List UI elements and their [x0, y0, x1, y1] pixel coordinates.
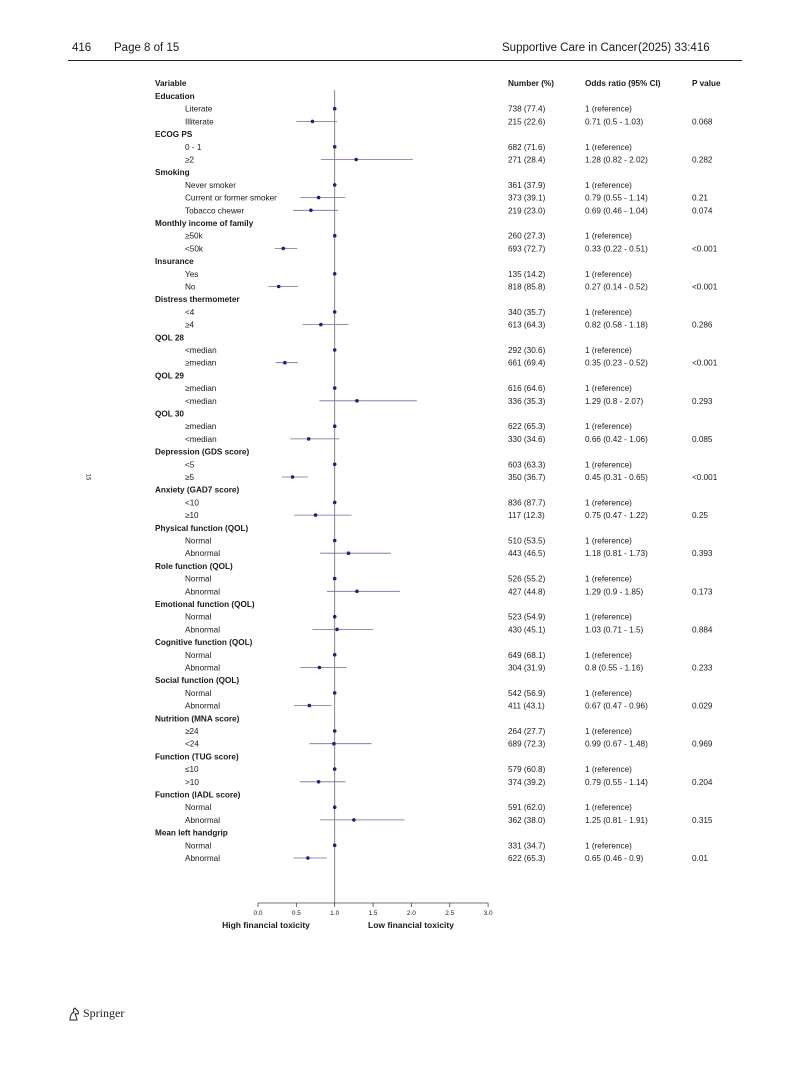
- or-point: [333, 145, 337, 149]
- row-odds-ratio: 1.18 (0.81 - 1.73): [585, 549, 648, 559]
- row-odds-ratio: 1 (reference): [585, 346, 632, 355]
- group-label: QOL 30: [155, 409, 184, 419]
- row-label: ≥4: [185, 320, 195, 330]
- row-label: ≥median: [185, 358, 217, 368]
- row-p-value: <0.001: [692, 358, 718, 368]
- row-odds-ratio: 1.25 (0.81 - 1.91): [585, 815, 648, 825]
- row-label: <median: [185, 346, 217, 355]
- row-number-percent: 260 (27.3): [508, 231, 546, 241]
- row-p-value: <0.001: [692, 473, 718, 482]
- group-label: ECOG PS: [155, 130, 193, 140]
- row-label: Abnormal: [185, 663, 221, 673]
- row-label: ≥10: [185, 511, 199, 521]
- row-number-percent: 350 (36.7): [508, 473, 546, 482]
- row-number-percent: 443 (46.5): [508, 549, 546, 559]
- or-point: [311, 120, 315, 124]
- row-label: ≥2: [185, 155, 195, 165]
- row-number-percent: 591 (62.0): [508, 803, 546, 813]
- row-p-value: 0.204: [692, 777, 713, 787]
- group-label: Cognitive function (QOL): [155, 638, 253, 648]
- row-label: ≥50k: [185, 231, 203, 241]
- or-point: [291, 475, 295, 479]
- row-odds-ratio: 0.66 (0.42 - 1.06): [585, 434, 648, 444]
- x-tick-label: 1.0: [330, 910, 340, 917]
- row-p-value: 0.068: [692, 117, 713, 127]
- group-label: Nutrition (MNA score): [155, 714, 240, 724]
- row-odds-ratio: 1 (reference): [585, 422, 632, 432]
- row-odds-ratio: 1.29 (0.9 - 1.85): [585, 587, 644, 597]
- row-odds-ratio: 0.27 (0.14 - 0.52): [585, 282, 648, 292]
- group-label: Anxiety (GAD7 score): [155, 485, 240, 495]
- row-odds-ratio: 0.45 (0.31 - 0.65): [585, 473, 648, 482]
- direction-label-right: Low financial toxicity: [368, 920, 454, 930]
- row-number-percent: 603 (63.3): [508, 460, 546, 470]
- or-point: [333, 691, 337, 695]
- row-number-percent: 542 (56.9): [508, 688, 546, 698]
- row-label: Illiterate: [185, 117, 214, 127]
- row-label: Tobacco chewer: [185, 206, 245, 216]
- row-number-percent: 689 (72.3): [508, 739, 546, 749]
- row-label: <50k: [185, 244, 203, 254]
- or-point: [333, 386, 337, 390]
- running-header-journal: Supportive Care in Cancer: [502, 42, 638, 54]
- row-number-percent: 510 (53.5): [508, 536, 546, 546]
- row-odds-ratio: 0.79 (0.55 - 1.14): [585, 193, 648, 203]
- row-odds-ratio: 1 (reference): [585, 650, 632, 660]
- row-odds-ratio: 0.71 (0.5 - 1.03): [585, 117, 644, 127]
- or-point: [277, 285, 281, 289]
- or-point: [333, 729, 337, 733]
- row-odds-ratio: 1 (reference): [585, 841, 632, 851]
- row-number-percent: 304 (31.9): [508, 663, 546, 673]
- row-number-percent: 427 (44.8): [508, 587, 546, 597]
- x-tick-label: 2.5: [445, 910, 455, 917]
- row-label: ≥5: [185, 473, 195, 482]
- row-number-percent: 649 (68.1): [508, 650, 546, 660]
- row-odds-ratio: 1.29 (0.8 - 2.07): [585, 396, 644, 406]
- row-odds-ratio: 1 (reference): [585, 498, 632, 508]
- row-number-percent: 661 (69.4): [508, 358, 546, 368]
- or-point: [355, 590, 359, 594]
- row-label: ≥median: [185, 384, 217, 394]
- row-label: Normal: [185, 612, 212, 622]
- row-odds-ratio: 1 (reference): [585, 765, 632, 775]
- row-number-percent: 622 (65.3): [508, 422, 546, 432]
- group-label: Insurance: [155, 257, 194, 267]
- or-point: [354, 158, 358, 162]
- row-p-value: 0.293: [692, 396, 713, 406]
- or-point: [333, 107, 337, 111]
- group-label: QOL 28: [155, 333, 184, 343]
- row-label: No: [185, 282, 196, 292]
- row-odds-ratio: 0.67 (0.47 - 0.96): [585, 701, 648, 711]
- row-odds-ratio: 1 (reference): [585, 574, 632, 584]
- row-odds-ratio: 1 (reference): [585, 307, 632, 317]
- row-p-value: 0.21: [692, 193, 708, 203]
- row-odds-ratio: 1 (reference): [585, 231, 632, 241]
- row-label: Normal: [185, 841, 212, 851]
- x-tick-label: 0.0: [253, 910, 263, 917]
- row-odds-ratio: 1 (reference): [585, 688, 632, 698]
- row-odds-ratio: 1 (reference): [585, 104, 632, 114]
- row-label: >10: [185, 777, 199, 787]
- row-odds-ratio: 1 (reference): [585, 269, 632, 279]
- row-label: Abnormal: [185, 701, 221, 711]
- row-odds-ratio: 1 (reference): [585, 142, 632, 152]
- row-odds-ratio: 0.35 (0.23 - 0.52): [585, 358, 648, 368]
- or-point: [333, 501, 337, 505]
- or-point: [333, 653, 337, 657]
- or-point: [333, 424, 337, 428]
- row-label: <10: [185, 498, 199, 508]
- group-label: Mean left handgrip: [155, 828, 228, 838]
- or-point: [333, 310, 337, 314]
- row-label: Never smoker: [185, 180, 236, 190]
- or-point: [333, 183, 337, 187]
- row-label: <5: [185, 460, 195, 470]
- or-point: [309, 209, 313, 213]
- or-point: [333, 577, 337, 581]
- x-tick-label: 2.0: [406, 910, 416, 917]
- or-point: [333, 805, 337, 809]
- or-point: [333, 463, 337, 467]
- row-odds-ratio: 1 (reference): [585, 536, 632, 546]
- row-p-value: 0.01: [692, 854, 708, 863]
- row-number-percent: 693 (72.7): [508, 244, 546, 254]
- running-header-page-number: 416: [72, 42, 92, 54]
- row-number-percent: 330 (34.6): [508, 434, 546, 444]
- or-point: [333, 272, 337, 276]
- row-number-percent: 264 (27.7): [508, 727, 546, 736]
- row-odds-ratio: 0.79 (0.55 - 1.14): [585, 777, 648, 787]
- row-number-percent: 135 (14.2): [508, 269, 546, 279]
- row-label: Yes: [185, 269, 199, 279]
- row-odds-ratio: 0.82 (0.58 - 1.18): [585, 320, 648, 330]
- publisher-name: Springer: [83, 1006, 125, 1020]
- or-point: [335, 628, 339, 632]
- row-label: Normal: [185, 536, 212, 546]
- row-label: Abnormal: [185, 854, 221, 863]
- row-number-percent: 613 (64.3): [508, 320, 546, 330]
- row-number-percent: 523 (54.9): [508, 612, 546, 622]
- row-odds-ratio: 1 (reference): [585, 384, 632, 394]
- column-header-odds-ratio: Odds ratio (95% CI): [585, 79, 661, 88]
- footer-publisher: [68, 1006, 124, 1021]
- or-point: [314, 513, 318, 517]
- row-odds-ratio: 0.69 (0.46 - 1.04): [585, 206, 648, 216]
- or-point: [282, 247, 286, 251]
- row-number-percent: 361 (37.9): [508, 180, 546, 190]
- row-p-value: 0.393: [692, 549, 713, 559]
- row-odds-ratio: 0.75 (0.47 - 1.22): [585, 511, 648, 521]
- row-number-percent: 374 (39.2): [508, 777, 546, 787]
- row-p-value: 0.233: [692, 663, 713, 673]
- or-point: [332, 742, 336, 746]
- row-p-value: 0.969: [692, 739, 713, 749]
- row-number-percent: 373 (39.1): [508, 193, 546, 203]
- row-p-value: 0.029: [692, 701, 713, 711]
- group-label: Function (IADL score): [155, 790, 241, 800]
- row-number-percent: 836 (87.7): [508, 498, 546, 508]
- row-odds-ratio: 1 (reference): [585, 727, 632, 736]
- or-point: [306, 856, 310, 860]
- row-p-value: 0.286: [692, 320, 713, 330]
- group-label: Role function (QOL): [155, 561, 233, 571]
- column-header-number: Number (%): [508, 79, 554, 88]
- group-label: Smoking: [155, 168, 190, 178]
- row-number-percent: 411 (43.1): [508, 701, 545, 711]
- or-point: [333, 348, 337, 352]
- or-point: [333, 615, 337, 619]
- or-point: [308, 704, 312, 708]
- row-p-value: 0.282: [692, 155, 713, 165]
- row-p-value: 0.074: [692, 206, 713, 216]
- row-p-value: 0.25: [692, 511, 708, 521]
- row-number-percent: 331 (34.7): [508, 841, 546, 851]
- column-header-variable: Variable: [155, 79, 187, 88]
- row-p-value: 0.085: [692, 434, 713, 444]
- row-label: ≥24: [185, 727, 199, 736]
- row-label: Current or former smoker: [185, 193, 277, 203]
- group-label: Depression (GDS score): [155, 447, 250, 457]
- row-number-percent: 271 (28.4): [508, 155, 546, 165]
- x-tick-label: 0.5: [291, 910, 301, 917]
- row-number-percent: 738 (77.4): [508, 104, 546, 114]
- row-number-percent: 336 (35.3): [508, 396, 546, 406]
- row-number-percent: 430 (45.1): [508, 625, 546, 635]
- row-label: <4: [185, 307, 195, 317]
- row-odds-ratio: 1 (reference): [585, 612, 632, 622]
- running-header-page-of: Page 8 of 15: [114, 42, 180, 54]
- or-point: [317, 196, 321, 200]
- running-header-citation: (2025) 33:416: [638, 42, 710, 54]
- row-label: Abnormal: [185, 587, 221, 597]
- row-number-percent: 526 (55.2): [508, 574, 546, 584]
- row-number-percent: 292 (30.6): [508, 346, 546, 355]
- or-point: [333, 539, 337, 543]
- or-point: [318, 666, 322, 670]
- row-label: ≥median: [185, 422, 217, 432]
- row-odds-ratio: 1.03 (0.71 - 1.5): [585, 625, 644, 635]
- column-header-p-value: P value: [692, 79, 721, 88]
- group-label: Monthly income of family: [155, 219, 254, 228]
- x-tick-label: 1.5: [368, 910, 378, 917]
- side-label: 15: [84, 473, 91, 481]
- or-point: [333, 844, 337, 848]
- row-odds-ratio: 0.8 (0.55 - 1.16): [585, 663, 644, 673]
- or-point: [319, 323, 323, 327]
- row-number-percent: 340 (35.7): [508, 307, 546, 317]
- row-odds-ratio: 0.99 (0.67 - 1.48): [585, 739, 648, 749]
- row-p-value: <0.001: [692, 282, 718, 292]
- or-point: [355, 399, 359, 403]
- row-label: Abnormal: [185, 815, 221, 825]
- or-point: [317, 780, 321, 784]
- group-label: Emotional function (QOL): [155, 600, 255, 609]
- or-point: [333, 767, 337, 771]
- or-point: [352, 818, 356, 822]
- row-p-value: 0.315: [692, 815, 713, 825]
- or-point: [347, 551, 351, 555]
- row-label: Normal: [185, 688, 212, 698]
- row-label: ≤10: [185, 765, 199, 775]
- row-label: Normal: [185, 650, 212, 660]
- row-odds-ratio: 1 (reference): [585, 803, 632, 813]
- group-label: Function (TUG score): [155, 752, 239, 762]
- row-odds-ratio: 1.28 (0.82 - 2.02): [585, 155, 648, 165]
- row-label: Abnormal: [185, 549, 221, 559]
- row-label: Literate: [185, 104, 213, 114]
- row-label: Normal: [185, 574, 212, 584]
- row-odds-ratio: 0.65 (0.46 - 0.9): [585, 854, 644, 863]
- row-p-value: 0.173: [692, 587, 713, 597]
- row-label: Abnormal: [185, 625, 221, 635]
- group-label: Physical function (QOL): [155, 523, 249, 533]
- row-number-percent: 362 (38.0): [508, 815, 546, 825]
- row-number-percent: 117 (12.3): [508, 511, 545, 521]
- row-label: 0 - 1: [185, 142, 202, 152]
- row-number-percent: 622 (65.3): [508, 854, 546, 863]
- row-number-percent: 682 (71.6): [508, 142, 546, 152]
- row-odds-ratio: 1 (reference): [585, 460, 632, 470]
- or-point: [283, 361, 287, 365]
- group-label: QOL 29: [155, 371, 184, 381]
- row-number-percent: 215 (22.6): [508, 117, 546, 127]
- row-number-percent: 818 (85.8): [508, 282, 546, 292]
- group-label: Social function (QOL): [155, 676, 240, 686]
- group-label: Distress thermometer: [155, 295, 240, 305]
- row-number-percent: 219 (23.0): [508, 206, 546, 216]
- row-odds-ratio: 1 (reference): [585, 180, 632, 190]
- x-tick-label: 3.0: [483, 910, 493, 917]
- row-number-percent: 616 (64.6): [508, 384, 546, 394]
- direction-label-left: High financial toxicity: [222, 920, 310, 930]
- row-p-value: 0.884: [692, 625, 713, 635]
- row-number-percent: 579 (60.8): [508, 765, 546, 775]
- row-label: <median: [185, 396, 217, 406]
- row-label: <24: [185, 739, 199, 749]
- row-label: Normal: [185, 803, 212, 813]
- group-label: Education: [155, 92, 195, 101]
- springer-horse-icon: [68, 1007, 80, 1021]
- row-p-value: <0.001: [692, 244, 718, 254]
- or-point: [307, 437, 311, 441]
- or-point: [333, 234, 337, 238]
- row-odds-ratio: 0.33 (0.22 - 0.51): [585, 244, 648, 254]
- row-label: <median: [185, 434, 217, 444]
